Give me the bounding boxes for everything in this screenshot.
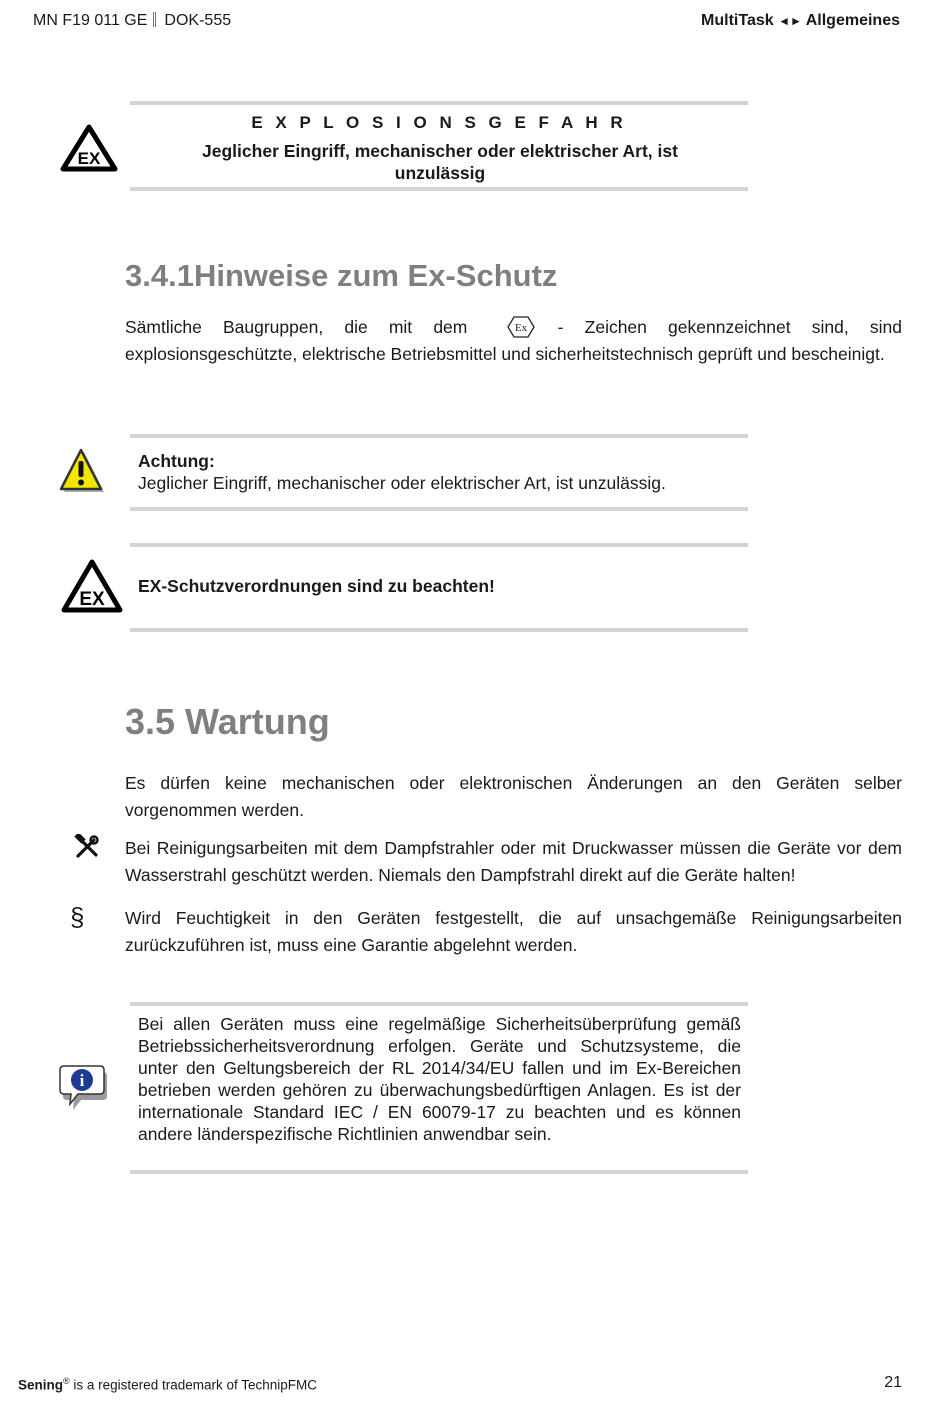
info-box-top-rule (130, 1002, 748, 1006)
achtung-title: Achtung: (138, 451, 215, 471)
warning-box-top-rule (130, 101, 748, 105)
achtung-box-top-rule (130, 434, 748, 438)
header-separator (153, 12, 156, 27)
ex-regulation-icon-label: EX (79, 589, 105, 610)
ex-box-top-rule (130, 543, 748, 547)
info-text: Bei allen Geräten muss eine regelmäßige Sicherheitsüberprüfung gemäß Betriebssicherheitsverordnung erfolgen. Geräte und Schutzsysteme, die unter den Geltungsbereich der RL 2014/34/EU fallen und im Ex-Bereichen betrieben werden gehören zu überwachungsbedürftigen Anlagen. Es ist der internationale Standard IEC / EN 60079-17 zu beachten und es können andere länderspezifische Richtlinien anwendbar sein. (138, 1014, 741, 1144)
ex-hexagon-icon (507, 316, 535, 338)
warning-title: E X P L O S I O N S G E F A H R (251, 113, 627, 132)
achtung-box-bottom-rule (130, 507, 748, 511)
tools-icon (74, 834, 100, 860)
section-name: Allgemeines (805, 12, 900, 29)
section-35-heading: 3.5 Wartung (125, 701, 330, 742)
ex-warning-icon-label: EX (77, 149, 101, 168)
header-doc-code (33, 12, 231, 30)
footer-trademark (18, 1376, 317, 1393)
page-number: 21 (884, 1374, 902, 1391)
paragraph-symbol-icon: § (70, 902, 85, 932)
ex-hexagon-icon-label: Ex (514, 322, 527, 334)
wartung-paragraph-1: Es dürfen keine mechanischen oder elektronischen Änderungen an den Geräten selber vorgenommen werden. (125, 773, 902, 820)
ex-regulation-text: EX-Schutzverordnungen sind zu beachten! (138, 576, 495, 596)
warning-box-bottom-rule (130, 187, 748, 191)
section-341-text-after: - Zeichen gekennzeichnet sind, sind explosionsgeschützte, elektrische Betriebsmittel und sicherheitstechnisch geprüft und bescheinigt. (125, 317, 902, 364)
ex-warning-icon (60, 124, 118, 172)
footer-brand: Sening (18, 1377, 64, 1393)
footer-trademark-text: is a registered trademark of TechnipFMC (69, 1377, 318, 1393)
info-box-bottom-rule (130, 1170, 748, 1174)
doc-code: MN F19 011 GE (33, 12, 148, 29)
caution-icon (58, 447, 106, 495)
warning-text: Jeglicher Eingriff, mechanischer oder elektrischer Art, ist unzulässig (202, 141, 678, 183)
achtung-text: Jeglicher Eingriff, mechanischer oder elektrischer Art, ist unzulässig. (138, 473, 666, 493)
info-icon (57, 1063, 107, 1113)
header-section (701, 12, 900, 30)
ex-box-bottom-rule (130, 628, 748, 632)
info-icon-label: i (79, 1071, 85, 1090)
section-341-text-before: Sämtliche Baugruppen, die mit dem (125, 317, 468, 337)
wartung-paragraph-3: Wird Feuchtigkeit in den Geräten festgestellt, die auf unsachgemäße Reinigungsarbeiten zurückzuführen ist, muss eine Garantie abgelehnt werden. (125, 908, 902, 955)
ex-regulation-icon (60, 558, 124, 615)
footer-registered-mark: ® (63, 1376, 70, 1386)
section-341-heading: 3.4.1Hinweise zum Ex-Schutz (125, 258, 558, 293)
doc-number: DOK-555 (164, 12, 232, 29)
product-name: MultiTask (701, 12, 774, 29)
section-341-paragraph (125, 314, 902, 368)
nav-arrows-icon: ◄► (778, 14, 802, 28)
wartung-paragraph-2: Bei Reinigungsarbeiten mit dem Dampfstrahler oder mit Druckwasser müssen die Geräte vor dem Wasserstrahl geschützt werden. Niemals den Dampfstrahl direkt auf die Geräte halten! (125, 838, 902, 885)
